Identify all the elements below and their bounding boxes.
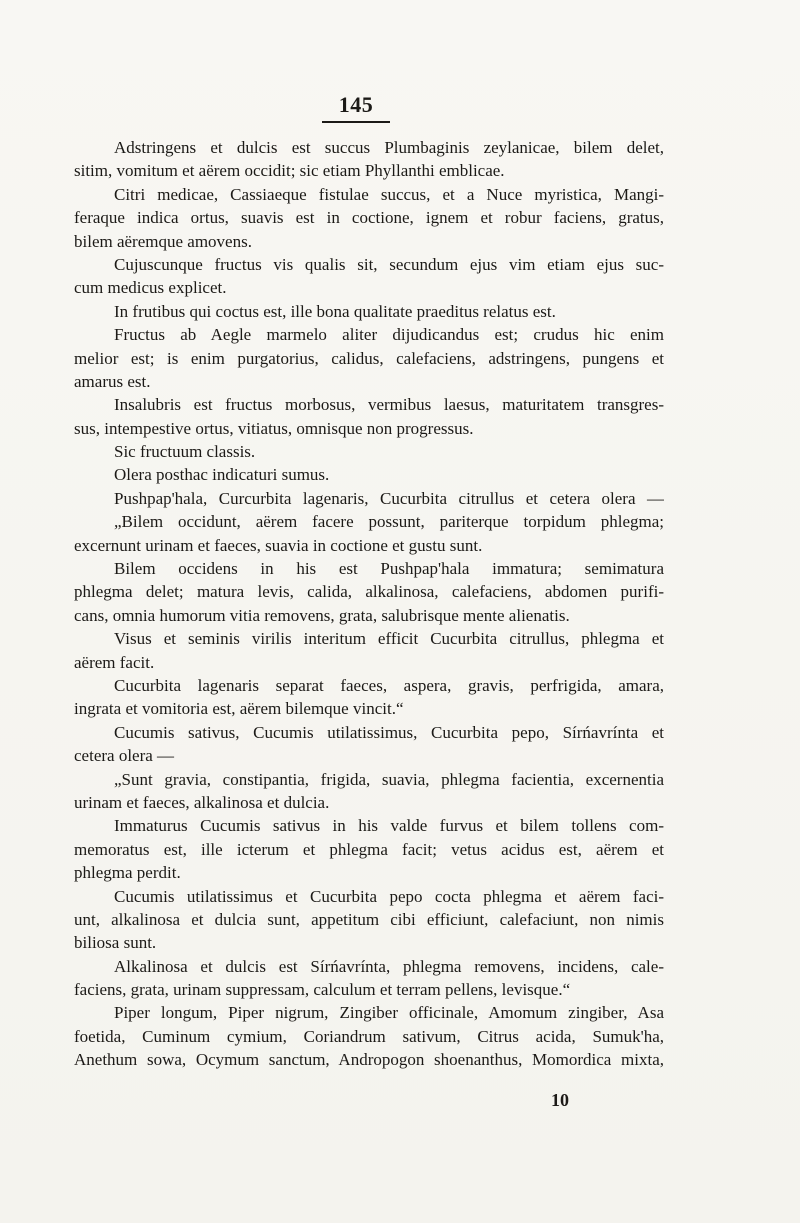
- text-line: Piper longum, Piper nigrum, Zingiber officinale, Amomum zingiber, Asa: [114, 1003, 664, 1023]
- text-line: Alkalinosa et dulcis est Sírńavrínta, phlegma removens, incidens, cale-: [114, 956, 664, 976]
- text-line: In frutibus qui coctus est, ille bona qualitate praeditus relatus est.: [114, 301, 556, 321]
- text-line: Immaturus Cucumis sativus in his valde furvus et bilem tollens com-: [114, 816, 664, 836]
- text-line: amarus est.: [74, 371, 151, 391]
- text-line: ingrata et vomitoria est, aërem bilemque vincit.“: [74, 699, 404, 719]
- text-line: Pushpap'hala, Curcurbita lagenaris, Cucurbita citrullus et cetera olera —: [114, 488, 664, 508]
- text-line: aërem facit.: [74, 652, 155, 672]
- text-line: Cucurbita lagenaris separat faeces, aspera, gravis, perfrigida, amara,: [114, 675, 664, 695]
- text-line: Cucumis sativus, Cucumis utilatissimus, Cucurbita pepo, Sírńavrínta et: [114, 722, 664, 742]
- text-line: phlegma delet; matura levis, calida, alkalinosa, calefaciens, abdomen purifi-: [74, 582, 664, 602]
- text-line: Cucumis utilatissimus et Cucurbita pepo cocta phlegma et aërem faci-: [114, 886, 664, 906]
- text-line: faciens, grata, urinam suppressam, calculum et terram pellens, levisque.“: [74, 980, 571, 1000]
- text-line: urinam et faeces, alkalinosa et dulcia.: [74, 792, 330, 812]
- text-line: sus, intempestive ortus, vitiatus, omnisque non progressus.: [74, 418, 474, 438]
- text-line: excernunt urinam et faeces, suavia in coctione et gustu sunt.: [74, 535, 483, 555]
- text-line: Sic fructuum classis.: [114, 442, 256, 462]
- text-line: sitim, vomitum et aërem occidit; sic etiam Phyllanthi emblicae.: [74, 161, 505, 181]
- text-line: unt, alkalinosa et dulcia sunt, appetitum cibi efficiunt, calefaciunt, non nimis: [74, 909, 664, 929]
- body-text: [74, 136, 664, 1072]
- text-line: „Bilem occidunt, aërem facere possunt, pariterque torpidum phlegma;: [114, 512, 664, 532]
- text-line: Olera posthac indicaturi sumus.: [114, 465, 330, 485]
- text-line: Insalubris est fructus morbosus, vermibus laesus, maturitatem transgres-: [114, 395, 664, 415]
- text-line: feraque indica ortus, suavis est in coctione, ignem et robur faciens, gratus,: [74, 208, 664, 228]
- text-line: melior est; is enim purgatorius, calidus, calefaciens, adstringens, pungens et: [74, 348, 664, 368]
- text-line: Anethum sowa, Ocymum sanctum, Andropogon shoenanthus, Momordica mixta,: [74, 1050, 664, 1070]
- text-line: Cujuscunque fructus vis qualis sit, secundum ejus vim etiam ejus suc-: [114, 254, 664, 274]
- text-line: „Sunt gravia, constipantia, frigida, suavia, phlegma facientia, excernentia: [114, 769, 664, 789]
- text-line: memoratus est, ille icterum et phlegma facit; vetus acidus est, aërem et: [74, 839, 664, 859]
- text-line: bilem aëremque amovens.: [74, 231, 252, 251]
- signature-mark: 10: [551, 1090, 569, 1110]
- text-line: cum medicus explicet.: [74, 278, 227, 298]
- text-line: phlegma perdit.: [74, 863, 181, 883]
- page-number: 145: [338, 92, 374, 117]
- text-line: Visus et seminis virilis interitum efficit Cucurbita citrullus, phlegma et: [114, 629, 664, 649]
- text-line: Citri medicae, Cassiaeque fistulae succus, et a Nuce myristica, Mangi-: [114, 184, 664, 204]
- text-line: cetera olera —: [74, 746, 175, 766]
- text-line: cans, omnia humorum vitia removens, grata, salubrisque mente alienatis.: [74, 605, 570, 625]
- text-line: Bilem occidens in his est Pushpap'hala immatura; semimatura: [114, 559, 664, 579]
- text-line: Adstringens et dulcis est succus Plumbaginis zeylanicae, bilem delet,: [114, 138, 664, 157]
- text-line: foetida, Cuminum cymium, Coriandrum sativum, Citrus acida, Sumuk'ha,: [74, 1026, 664, 1046]
- text-line: biliosa sunt.: [74, 933, 157, 953]
- page-number-underline: [322, 121, 390, 123]
- text-line: Fructus ab Aegle marmelo aliter dijudicandus est; crudus hic enim: [114, 325, 664, 345]
